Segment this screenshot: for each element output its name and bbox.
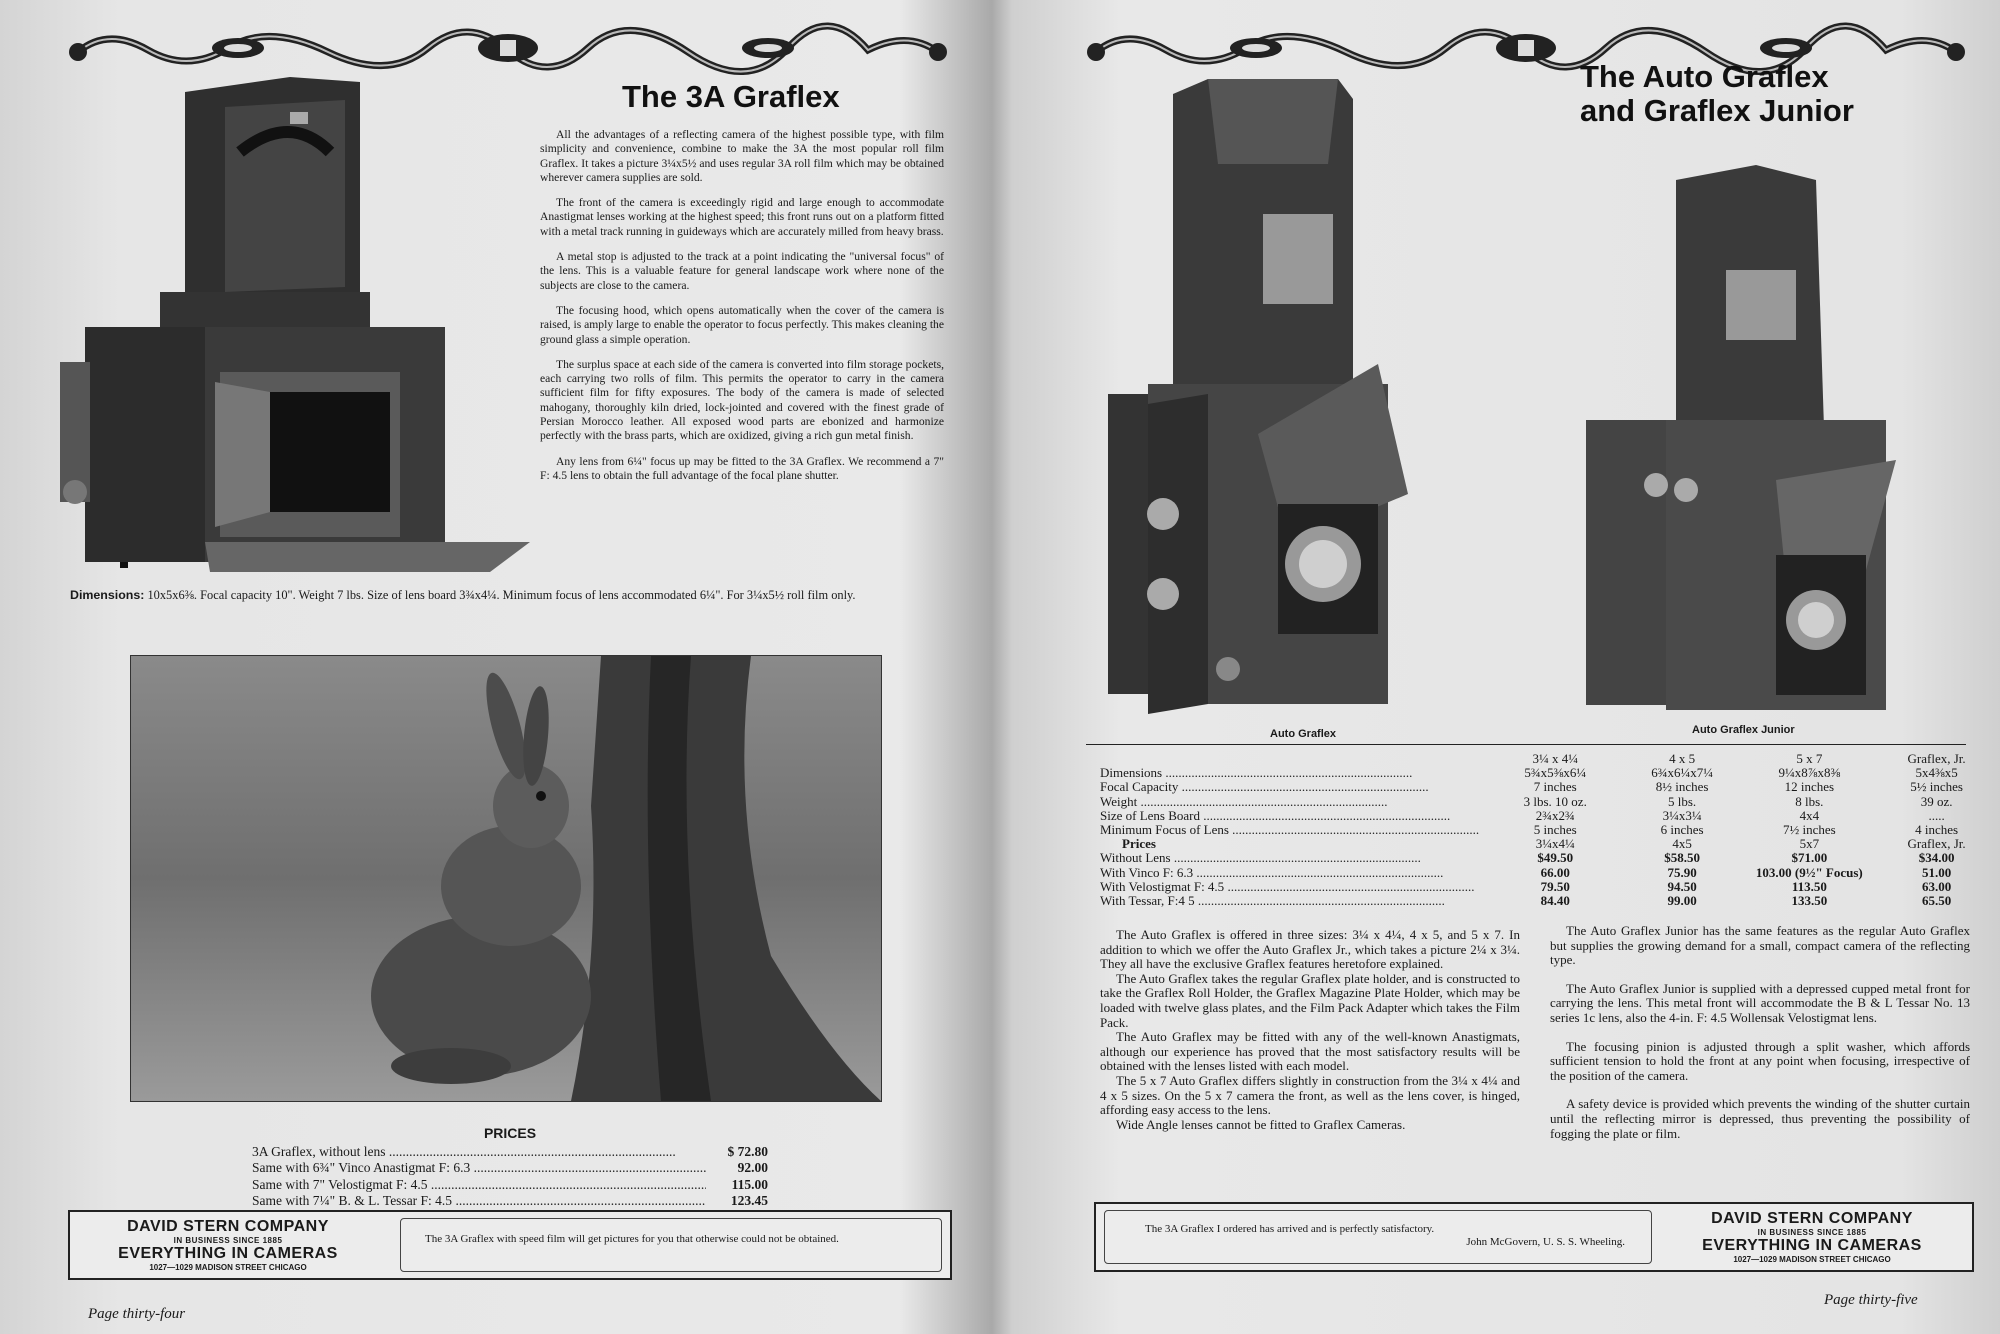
price-cell: $49.50: [1537, 850, 1574, 866]
paragraph: The Auto Graflex may be fitted with any of the well-known Anastigmats, although our experience has proved that the most satisfactory results will be obtained with the lenses listed with each model.: [1100, 1029, 1520, 1074]
testimonial-text: The 3A Graflex with speed film will get pictures for you that otherwise could not be obtained.: [425, 1233, 839, 1245]
title-line-1: The Auto Graflex: [1580, 59, 1829, 94]
company-logo: [78, 1218, 378, 1272]
auto-graflex-junior-illustration: [1566, 160, 1926, 715]
spec-label: Focal Capacity .....: [1100, 780, 1429, 794]
price-label: 3A Graflex, without lens .....: [252, 1144, 706, 1161]
price-label: With Vinco F: 6.3 .....: [1100, 866, 1443, 880]
price-cell: 99.00: [1667, 893, 1697, 909]
table-row: [1100, 894, 2000, 908]
price-row: [252, 1177, 768, 1194]
paragraph: The focusing pinion is adjusted through a split washer, which affords sufficient tension to hold the front at any point when focusing, irrespective of the position of the camera.: [1550, 1038, 1970, 1083]
spec-cell: .....: [1928, 807, 1945, 823]
description-text: [540, 128, 944, 494]
paragraph: The surplus space at each side of the camera is converted into film storage pockets, each carrying two rolls of film. This permits the operator to carry in the camera sufficient film for fifty exposures. The body of the camera is made of selected mahogany, thoroughly kiln dried, lock-jointed and covered with the finest grade of Persian Morocco leather. All exposed wood parts are ebonized and harmonize perfectly with the brass parts, which are oxidized, giving a rich gun metal finish.: [540, 357, 944, 443]
price-label: Same with 7" Velostigmat F: 4.5 .....: [252, 1177, 706, 1194]
spec-label: Dimensions .....: [1100, 766, 1412, 780]
spec-cell: 4 inches: [1915, 822, 1959, 838]
paragraph: The Auto Graflex is offered in three sizes: 3¼ x 4¼, 4 x 5, and 5 x 7. In addition to which we offer the Auto Graflex Jr., which takes a picture 2¼ x 3¼. They all have the exclusive Graflex features heretofore explained.: [1100, 927, 1520, 972]
price-cell: $34.00: [1918, 850, 1955, 866]
spec-cell: 3¼x3¼: [1662, 807, 1702, 823]
testimonial-text: The 3A Graflex I ordered has arrived and is perfectly satisfactory.: [1145, 1223, 1435, 1235]
price-cell: 51.00: [1921, 864, 1952, 880]
price-label: Without Lens .....: [1100, 851, 1421, 865]
paragraph: The Auto Graflex Junior has the same features as the regular Auto Graflex but supplies the growing demand for a small, compact camera of the reflecting type.: [1550, 923, 1970, 968]
spec-cell: 39 oz.: [1920, 793, 1953, 809]
spec-cell: 4x4: [1799, 807, 1820, 823]
company-logo: [1662, 1210, 1962, 1264]
dimensions-note: [70, 588, 950, 602]
spec-cell: 5 lbs.: [1668, 793, 1697, 809]
paragraph: The focusing hood, which opens automatically when the cover of the camera is raised, is amply large to enable the operator to focus perfectly. This makes cleaning the ground glass a simple operation.: [540, 303, 944, 346]
spec-cell: 3 lbs. 10 oz.: [1523, 793, 1587, 809]
spec-cell: 5¾x5⅜x6¼: [1524, 765, 1587, 781]
price-label: With Velostigmat F: 4.5 .....: [1100, 880, 1474, 894]
table-row: [1100, 851, 2000, 865]
price-row: [252, 1144, 768, 1161]
paragraph: The front of the camera is exceedingly rigid and large enough to accommodate Anastigmat lenses working at the highest speed; this front runs out on a platform fitted with a metal track running in guideways which are accurately milled from heavy brass.: [540, 196, 944, 238]
price-cell: 79.50: [1540, 878, 1570, 894]
paragraph: Any lens from 6¼" focus up may be fitted to the 3A Graflex. We recommend a 7" F: 4.5 lens to obtain the full advantage of the focal plane shutter.: [540, 454, 944, 482]
spec-cell: 9¼x8⅞x8⅜: [1778, 765, 1841, 781]
prices-label: Prices: [1122, 837, 1156, 852]
spec-label: Size of Lens Board .....: [1100, 809, 1450, 823]
spec-cell: 2¾x2¾: [1535, 807, 1575, 823]
divider: [1086, 744, 1966, 745]
price-value: 123.45: [730, 1193, 768, 1208]
price-value: 92.00: [737, 1160, 768, 1175]
size-header: 3¼ x 4¼: [1532, 751, 1578, 766]
text-column-left: [1100, 928, 1520, 1132]
table-row: [1100, 752, 2000, 766]
price-cell: 84.40: [1540, 893, 1570, 909]
paragraph: The Auto Graflex takes the regular Graflex plate holder, and is constructed to take the Graflex Roll Holder, the Graflex Magazine Plate Holder, which may be loaded with twelve glass plates, and the Film Pack Adapter which takes the Film Pack.: [1100, 970, 1520, 1030]
ornamental-banner: [68, 22, 948, 78]
table-row: [1100, 823, 2000, 837]
company-address: 1027—1029 MADISON STREET CHICAGO: [1733, 1255, 1891, 1264]
price-cell: 65.50: [1921, 893, 1952, 909]
footer-box: [1094, 1202, 1974, 1272]
right-page: [1002, 0, 2000, 1334]
price-cell: 63.00: [1921, 878, 1952, 894]
spec-cell: 7½ inches: [1782, 822, 1836, 838]
company-tagline: EVERYTHING IN CAMERAS: [1702, 1237, 1922, 1254]
spec-label: Weight .....: [1100, 795, 1387, 809]
price-header: 3¼x4¼: [1535, 836, 1575, 852]
page-title: [1580, 60, 1854, 128]
page-number: Page thirty-four: [88, 1306, 186, 1322]
spec-cell: 7 inches: [1533, 779, 1577, 795]
spec-cell: 5x4⅜x5: [1915, 765, 1958, 781]
price-value: 115.00: [731, 1176, 768, 1192]
specs-table: [1100, 752, 2000, 908]
testimonial-box: [400, 1218, 942, 1272]
spec-cell: 5 inches: [1533, 822, 1577, 838]
table-row: [1100, 809, 2000, 823]
company-tagline: EVERYTHING IN CAMERAS: [118, 1245, 338, 1262]
spec-cell: 6 inches: [1660, 822, 1704, 838]
price-cell: 133.50: [1791, 893, 1828, 909]
prices-heading: PRICES: [483, 1125, 537, 1141]
page-title: The 3A Graflex: [622, 79, 840, 114]
paragraph: The Auto Graflex Junior is supplied with a depressed cupped metal front for carrying the lens. This metal front will accommodate the B & L Tessar No. 13 series 1c lens, also the 4-in. F: 4.5 Wollensak Velostigmat lens.: [1550, 980, 1970, 1025]
rabbit-photo: [130, 655, 882, 1102]
price-cell: 113.50: [1791, 878, 1827, 894]
price-row: [252, 1160, 768, 1177]
price-header: 5x7: [1799, 836, 1820, 852]
paragraph: Wide Angle lenses cannot be fitted to Graflex Cameras.: [1116, 1116, 1406, 1132]
price-label: Same with 7¼" B. & L. Tessar F: 4.5 .....: [252, 1193, 706, 1210]
paragraph: A metal stop is adjusted to the track at a point indicating the "universal focus" of the lens. This is a valuable feature for general landscape work where none of the subjects are close to the camera.: [540, 250, 944, 292]
company-since: IN BUSINESS SINCE 1885: [1757, 1228, 1867, 1237]
company-address: 1027—1029 MADISON STREET CHICAGO: [149, 1263, 307, 1272]
testimonial-signature: John McGovern, U. S. S. Wheeling.: [1466, 1236, 1625, 1248]
price-cell: 103.00 (9½" Focus): [1755, 864, 1863, 880]
prices-list: [252, 1125, 768, 1210]
paragraph: All the advantages of a reflecting camera of the highest possible type, with film simplicity and convenience, combine to make the 3A the most popular roll film Graflex. It takes a picture 3¼x5½ and uses regular 3A roll film which may be obtained wherever camera supplies are sold.: [540, 128, 944, 184]
table-row: [1100, 780, 2000, 794]
title-line-2: and Graflex Junior: [1580, 93, 1854, 128]
dimensions-text: 10x5x6⅜. Focal capacity 10". Weight 7 lbs. Size of lens board 3¾x4¼. Minimum focus of lens accommodated 6¼". For 3¼x5½ roll film only.: [147, 588, 856, 602]
company-name: DAVID STERN COMPANY: [1711, 1210, 1913, 1227]
paragraph: A safety device is provided which prevents the winding of the shutter curtain until the reflecting mirror is depressed, thus preventing the possibility of fogging the plate or film.: [1550, 1096, 1970, 1141]
caption-auto-graflex-junior: Auto Graflex Junior: [1692, 724, 1795, 736]
price-header: Graflex, Jr.: [1907, 836, 1966, 852]
price-header: 4x5: [1672, 836, 1692, 852]
table-row: [1100, 766, 2000, 780]
auto-graflex-illustration: [1088, 74, 1426, 714]
price-label: Same with 6¾" Vinco Anastigmat F: 6.3 .....: [252, 1160, 706, 1177]
testimonial-box: [1104, 1210, 1652, 1264]
spec-cell: 5½ inches: [1910, 779, 1963, 795]
table-row: [1100, 795, 2000, 809]
company-name: DAVID STERN COMPANY: [127, 1218, 329, 1235]
spec-cell: 8½ inches: [1655, 779, 1709, 795]
price-cell: 66.00: [1540, 864, 1570, 880]
price-label: With Tessar, F:4 5 .....: [1100, 894, 1445, 908]
table-row: [1100, 880, 2000, 894]
banner-ornament-icon: [68, 22, 948, 78]
left-page: [0, 0, 998, 1334]
graflex-3a-illustration: [60, 72, 530, 572]
table-row: [1100, 837, 2000, 851]
price-value: $ 72.80: [727, 1143, 768, 1159]
size-header: Graflex, Jr.: [1907, 751, 1966, 766]
spec-cell: 12 inches: [1784, 779, 1835, 795]
price-cell: 75.90: [1667, 864, 1697, 880]
price-cell: 94.50: [1667, 878, 1697, 894]
paragraph: The 5 x 7 Auto Graflex differs slightly in construction from the 3¼ x 4¼ and 4 x 5 sizes. On the 5 x 7 camera the front, as well as the lens cover, is hinged, affording easy access to the lens.: [1100, 1072, 1520, 1118]
caption-auto-graflex: Auto Graflex: [1270, 728, 1337, 740]
page-number: Page thirty-five: [1824, 1292, 1918, 1308]
spec-cell: 8 lbs.: [1795, 793, 1824, 809]
spec-cell: 6¾x6¼x7¼: [1651, 765, 1713, 781]
dimensions-label: Dimensions:: [70, 588, 145, 602]
price-row: [252, 1193, 768, 1210]
price-cell: $71.00: [1791, 850, 1828, 866]
company-since: IN BUSINESS SINCE 1885: [173, 1236, 283, 1245]
text-column-right: [1550, 924, 1970, 1141]
price-cell: $58.50: [1664, 850, 1700, 866]
spec-label: Minimum Focus of Lens .....: [1100, 823, 1479, 837]
table-row: [1100, 866, 2000, 880]
size-header: 5 x 7: [1796, 751, 1823, 766]
size-header: 4 x 5: [1669, 751, 1696, 766]
footer-box: [68, 1210, 952, 1280]
